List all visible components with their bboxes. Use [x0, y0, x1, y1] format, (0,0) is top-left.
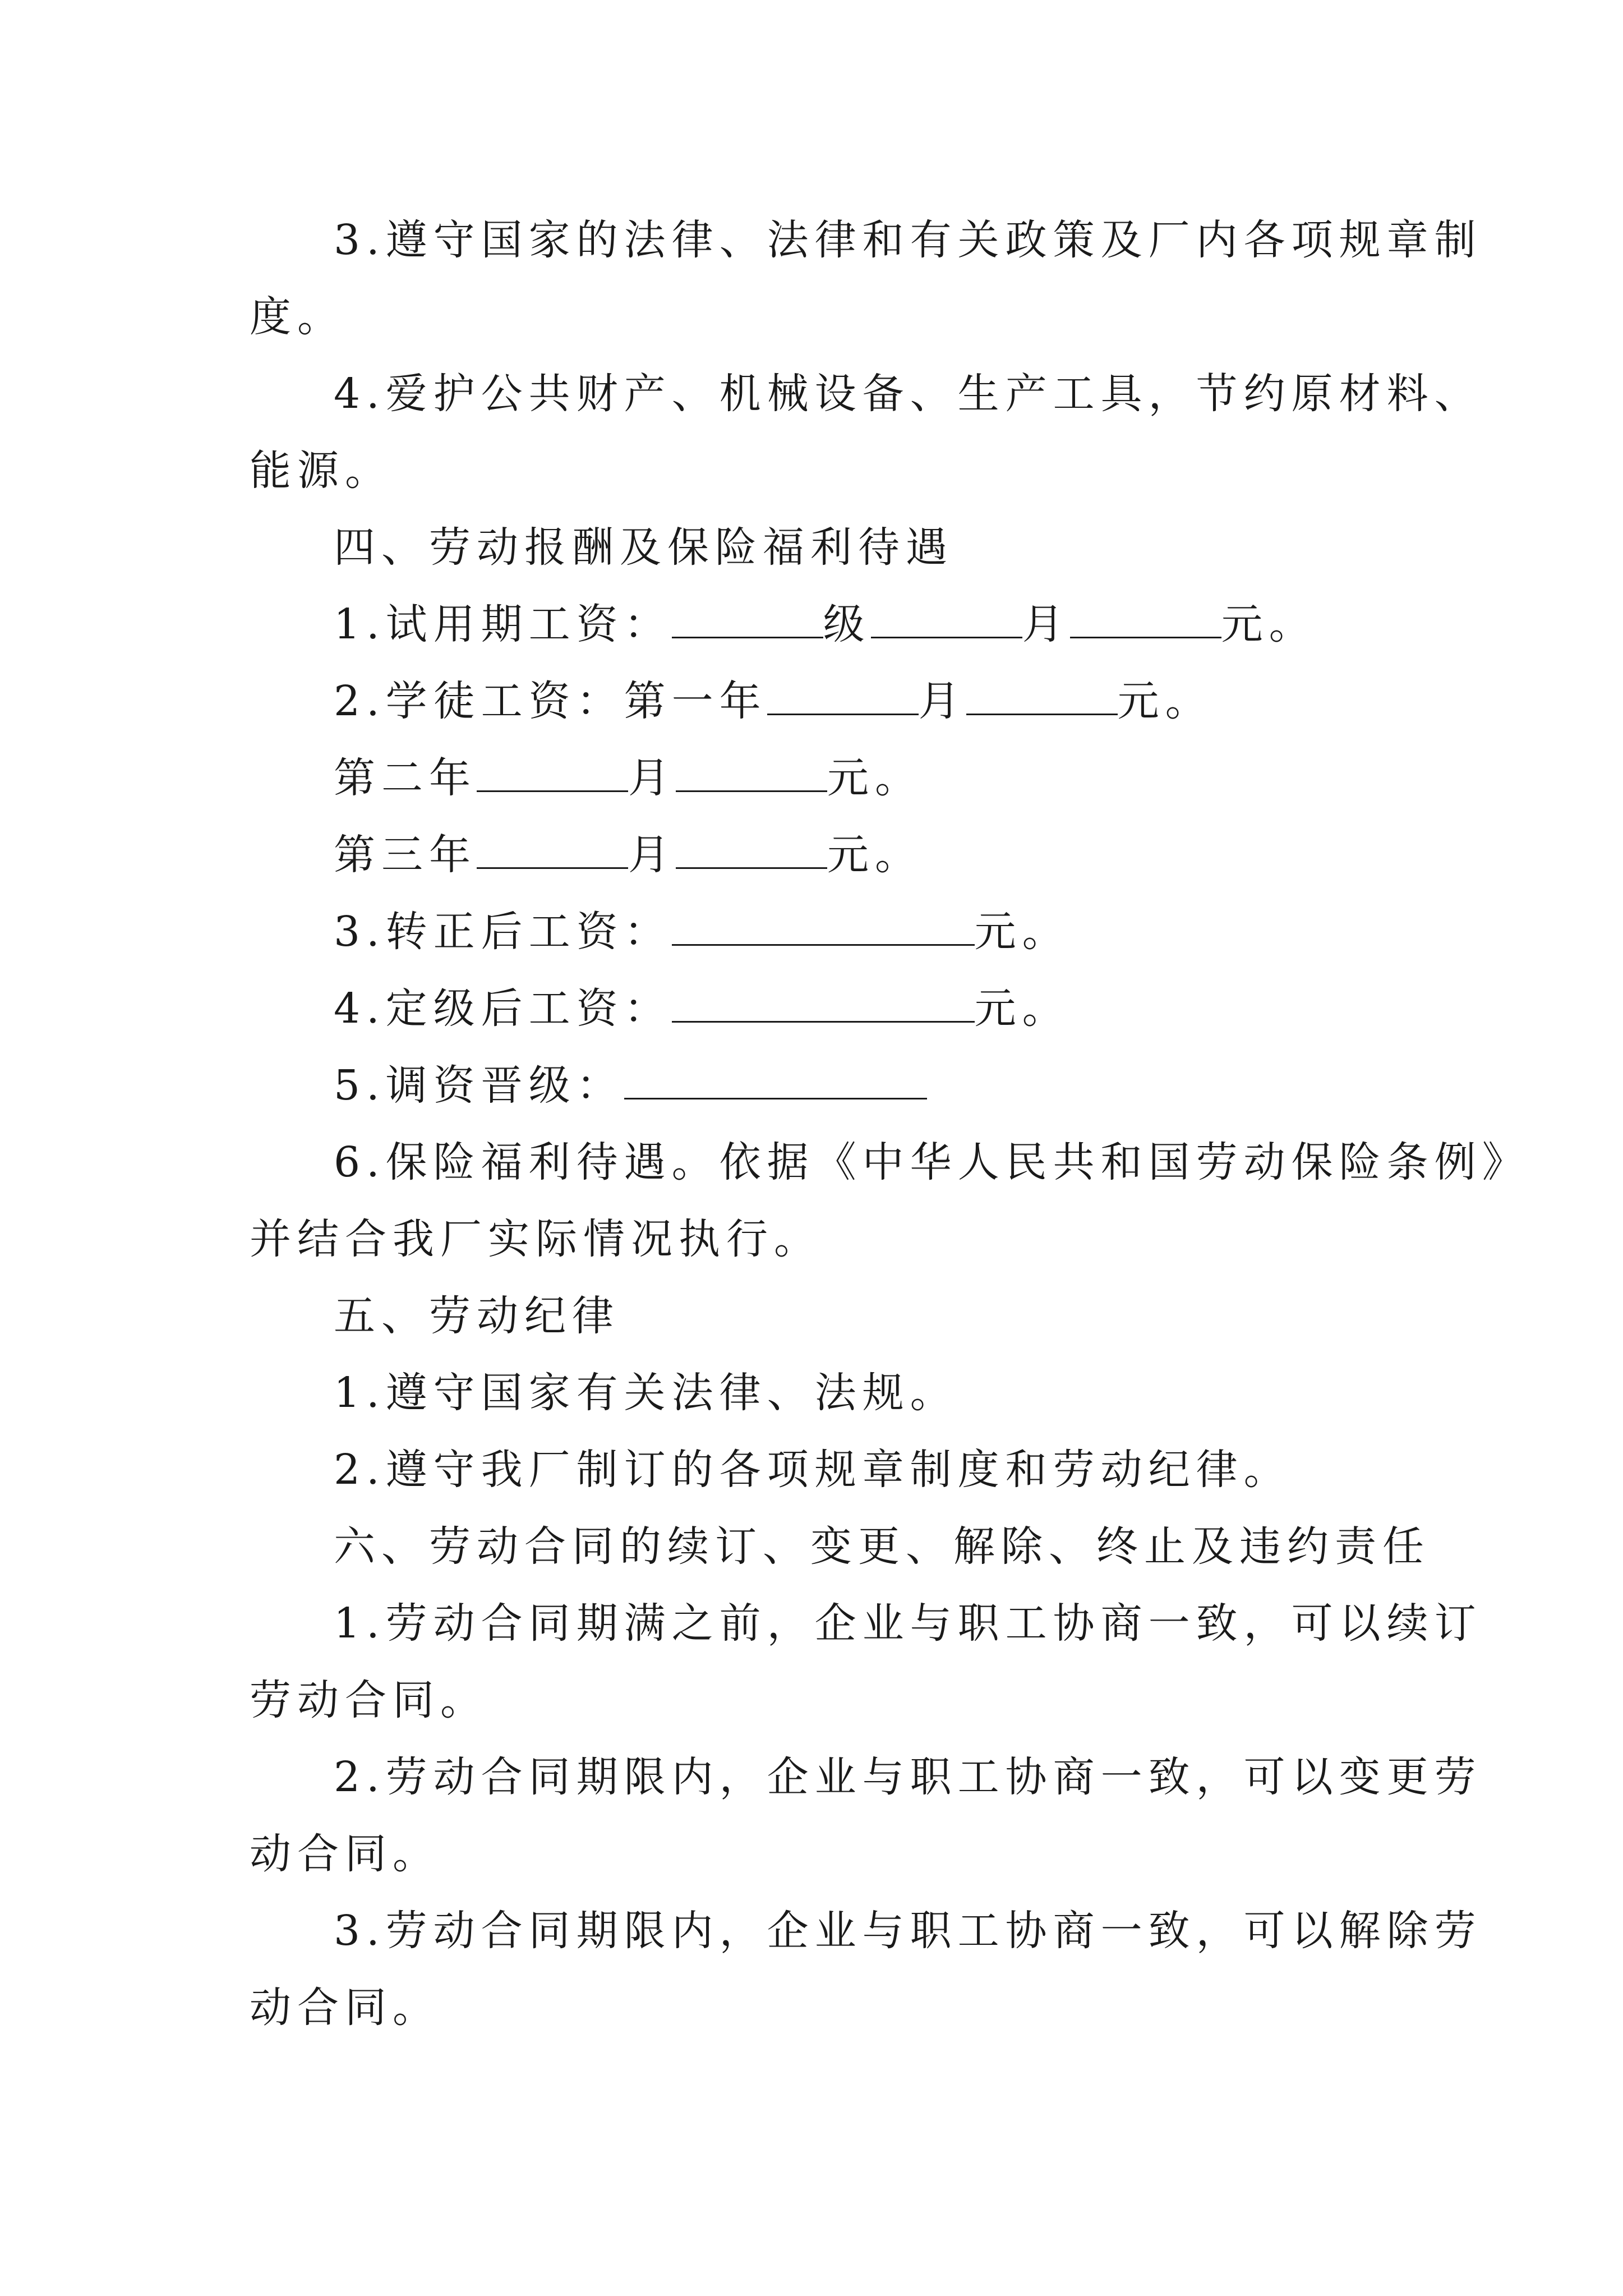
apprentice-year3-line	[250, 817, 1388, 894]
contract-item-1-line-2: 劳动合同。	[250, 1676, 488, 1724]
apprentice-year3-month-blank[interactable]	[477, 832, 628, 869]
apprentice-year1-yuan-unit: 元。	[1117, 677, 1213, 725]
contract-item-1-line-1: 1.劳动合同期满之前，企业与职工协商一致，可以续订	[334, 1599, 1482, 1648]
document-body	[250, 202, 1530, 2046]
regular-wage-line	[250, 894, 1388, 970]
raise-label: 5.调资晋级：	[334, 1061, 624, 1110]
apprentice-wage-line	[250, 663, 1388, 740]
contract-item-3-line-2: 动合同。	[250, 1984, 440, 2032]
apprentice-year3-yuan-unit: 元。	[827, 831, 923, 879]
section-4-heading: 四、劳动报酬及保险福利待遇	[334, 523, 953, 572]
apprentice-wage-label: 2.学徒工资：第一年	[334, 677, 767, 725]
probation-wage-label: 1.试用期工资：	[334, 600, 672, 648]
section-5-heading: 五、劳动纪律	[334, 1292, 620, 1340]
regular-wage-unit: 元。	[974, 908, 1070, 956]
apprentice-year2-month-unit: 月	[628, 754, 676, 802]
apprentice-year3-label: 第三年	[334, 831, 477, 879]
apprentice-year2-yuan-blank[interactable]	[676, 756, 827, 792]
clause-3-line-2: 度。	[250, 293, 345, 341]
discipline-item-1: 1.遵守国家有关法律、法规。	[334, 1369, 958, 1417]
discipline-item-2: 2.遵守我厂制订的各项规章制度和劳动纪律。	[334, 1446, 1292, 1494]
contract-item-2-line-2: 动合同。	[250, 1830, 440, 1878]
contract-item-3-line-1: 3.劳动合同期限内，企业与职工协商一致，可以解除劳	[334, 1907, 1482, 1955]
probation-grade-unit: 级	[823, 600, 871, 648]
probation-grade-blank[interactable]	[672, 602, 823, 638]
probation-wage-line	[250, 586, 1388, 663]
graded-wage-line	[250, 970, 1388, 1047]
probation-month-unit: 月	[1022, 600, 1070, 648]
apprentice-year3-month-unit: 月	[628, 831, 676, 879]
probation-yuan-blank[interactable]	[1070, 602, 1221, 638]
graded-wage-label: 4.定级后工资：	[334, 984, 672, 1033]
contract-item-2-line-1: 2.劳动合同期限内，企业与职工协商一致，可以变更劳	[334, 1753, 1482, 1801]
apprentice-year3-yuan-blank[interactable]	[676, 832, 827, 869]
apprentice-year1-month-blank[interactable]	[767, 679, 919, 715]
apprentice-year2-line	[250, 740, 1388, 817]
clause-3-line-1: 3.遵守国家的法律、法律和有关政策及厂内各项规章制	[334, 216, 1482, 264]
insurance-line-1: 6.保险福利待遇。依据《中华人民共和国劳动保险条例》	[334, 1138, 1530, 1186]
apprentice-year2-label: 第二年	[334, 754, 477, 802]
probation-month-blank[interactable]	[871, 602, 1022, 638]
clause-4-line-2: 能源。	[250, 447, 393, 495]
probation-yuan-unit: 元。	[1221, 600, 1317, 648]
section-6-heading: 六、劳动合同的续订、变更、解除、终止及违约责任	[334, 1522, 1430, 1571]
regular-wage-label: 3.转正后工资：	[334, 908, 672, 956]
apprentice-year1-month-unit: 月	[918, 677, 966, 725]
raise-blank[interactable]	[624, 1063, 927, 1099]
regular-wage-blank[interactable]	[672, 909, 975, 946]
clause-4-line-1: 4.爱护公共财产、机械设备、生产工具，节约原材料、	[334, 370, 1482, 418]
apprentice-year1-yuan-blank[interactable]	[966, 679, 1118, 715]
apprentice-year2-yuan-unit: 元。	[827, 754, 923, 802]
graded-wage-unit: 元。	[974, 984, 1070, 1033]
insurance-line-2: 并结合我厂实际情况执行。	[250, 1215, 822, 1263]
graded-wage-blank[interactable]	[672, 986, 975, 1023]
apprentice-year2-month-blank[interactable]	[477, 756, 628, 792]
raise-line	[250, 1047, 1388, 1124]
